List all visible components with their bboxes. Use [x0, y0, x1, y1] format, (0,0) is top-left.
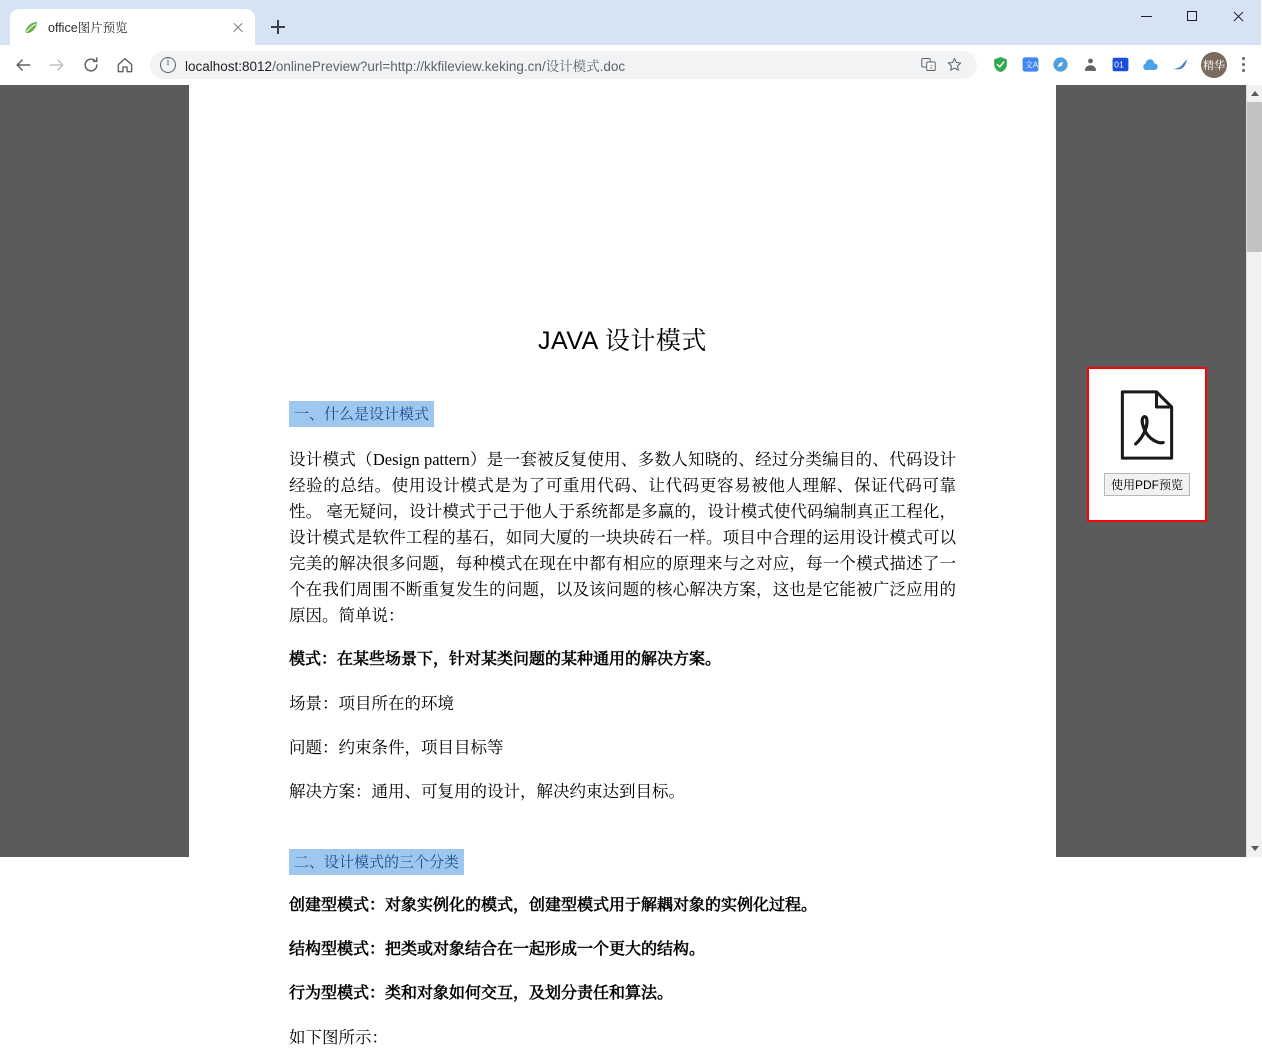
site-info-icon[interactable]: [160, 57, 176, 73]
window-controls: [1123, 0, 1261, 32]
section-1-paragraph-1: 设计模式（Design pattern）是一套被反复使用、多数人知晓的、经过分类编目的、代码设计经验的总结。使用设计模式是为了可重用代码、让代码更容易被他人理解、保证代码可靠性。 毫无疑问，设计模式于己于他人于系统都是多赢的，设计模式使代码编制真正工程化，设计模式是软件工程的基石，如同大厦的一块块砖石一样。项目中合理的运用设计模式可以完美的解决很多问题，每种模式在现在中都有相应的原理来与之对应，每一个模式描述了一个在我们周围不断重复发生的问题，以及该问题的核心解决方案，这也是它能被广泛应用的原因。简单说：: [289, 450, 956, 625]
address-bar[interactable]: [150, 51, 977, 79]
pdf-preview-label[interactable]: 使用PDF预览: [1104, 473, 1190, 496]
back-button[interactable]: [6, 48, 40, 82]
kebab-dot: [1242, 63, 1245, 66]
extension-01-icon[interactable]: [1106, 51, 1134, 79]
translate-icon[interactable]: [915, 52, 941, 78]
home-icon: [115, 55, 135, 75]
star-glyph: [946, 56, 963, 73]
section-2-paragraph-4: 如下图所示：: [289, 1028, 388, 1047]
chevron-down-icon: [1251, 846, 1259, 851]
close-window-button[interactable]: [1215, 0, 1261, 32]
browser-toolbar: [0, 45, 1261, 85]
home-button[interactable]: [108, 48, 142, 82]
translate-ext-glyph: [1021, 55, 1040, 74]
tab-office-preview[interactable]: [10, 9, 255, 45]
browser-menu-button[interactable]: [1231, 51, 1255, 79]
extension-bird-icon[interactable]: [1166, 51, 1194, 79]
svg-text:文A: 文A: [1024, 60, 1038, 70]
section-2-paragraph-1: 创建型模式：对象实例化的模式，创建型模式用于解耦对象的实例化过程。: [289, 897, 818, 914]
new-tab-button[interactable]: [263, 12, 293, 42]
svg-text:文: 文: [927, 65, 934, 72]
zeroone-glyph: [1111, 55, 1130, 74]
translate-glyph: [920, 56, 937, 73]
extension-shield-icon[interactable]: [986, 51, 1014, 79]
section-heading-1: 一、什么是设计模式: [289, 401, 434, 427]
extension-person-icon[interactable]: [1076, 51, 1104, 79]
reload-icon: [81, 55, 101, 75]
chevron-up-icon: [1251, 91, 1259, 96]
shield-glyph: [991, 55, 1010, 74]
preview-canvas: [0, 85, 1246, 1047]
extension-compass-icon[interactable]: [1046, 51, 1074, 79]
reload-button[interactable]: [74, 48, 108, 82]
svg-text:01: 01: [1113, 59, 1124, 70]
profile-avatar[interactable]: 精华: [1201, 52, 1227, 78]
tab-strip: [0, 0, 1261, 45]
page-viewport: [0, 85, 1261, 1047]
section-2-heading-wrap: [289, 827, 956, 875]
extension-cloud-icon[interactable]: [1136, 51, 1164, 79]
url-text: [185, 55, 915, 75]
section-1-heading-wrap: [289, 379, 956, 427]
minimize-icon: [1141, 16, 1152, 17]
minimize-button[interactable]: [1123, 0, 1169, 32]
section-1-paragraph-2: 模式：在某些场景下，针对某类问题的某种通用的解决方案。: [289, 651, 722, 668]
section-2-paragraph-3: 行为型模式：类和对象如何交互，及划分责任和算法。: [289, 985, 674, 1002]
section-1-paragraph-5: 解决方案：通用、可复用的设计，解决约束达到目标。: [289, 782, 685, 801]
maximize-button[interactable]: [1169, 0, 1215, 32]
kebab-dot: [1242, 69, 1245, 72]
pdf-file-icon: [1115, 389, 1179, 461]
extension-translate-icon[interactable]: [1016, 51, 1044, 79]
document-page: [189, 85, 1056, 1047]
url-path: /onlinePreview?url=http://kkfileview.keking.cn/设计模式.doc: [272, 58, 626, 74]
url-host: localhost:8012: [185, 58, 273, 74]
bird-glyph: [1171, 55, 1190, 74]
section-heading-2: 二、设计模式的三个分类: [289, 849, 464, 875]
page-title: JAVA 设计模式: [538, 327, 707, 355]
leaf-icon: [22, 19, 39, 36]
close-window-icon: [1232, 10, 1245, 23]
maximize-icon: [1187, 11, 1197, 21]
scroll-down-button[interactable]: [1247, 840, 1262, 857]
cloud-glyph: [1140, 55, 1160, 75]
tab-title: office图片预览: [48, 21, 128, 35]
section-1-paragraph-4: 问题：约束条件，项目目标等: [289, 738, 504, 757]
bookmark-star-icon[interactable]: [941, 52, 967, 78]
kebab-dot: [1242, 57, 1245, 60]
section-1-paragraph-3: 场景：项目所在的环境: [289, 694, 454, 713]
back-arrow-icon: [13, 55, 33, 75]
scroll-up-button[interactable]: [1247, 85, 1262, 102]
section-2-paragraph-2: 结构型模式：把类或对象结合在一起形成一个更大的结构。: [289, 941, 706, 958]
scrollbar-thumb[interactable]: [1247, 102, 1262, 252]
close-icon[interactable]: [229, 18, 247, 36]
pdf-preview-widget[interactable]: [1087, 367, 1207, 522]
document-content: [189, 321, 1056, 1051]
person-glyph: [1081, 55, 1100, 74]
forward-arrow-icon: [47, 55, 67, 75]
vertical-scrollbar[interactable]: [1246, 85, 1261, 857]
compass-glyph: [1051, 55, 1070, 74]
forward-button[interactable]: [40, 48, 74, 82]
